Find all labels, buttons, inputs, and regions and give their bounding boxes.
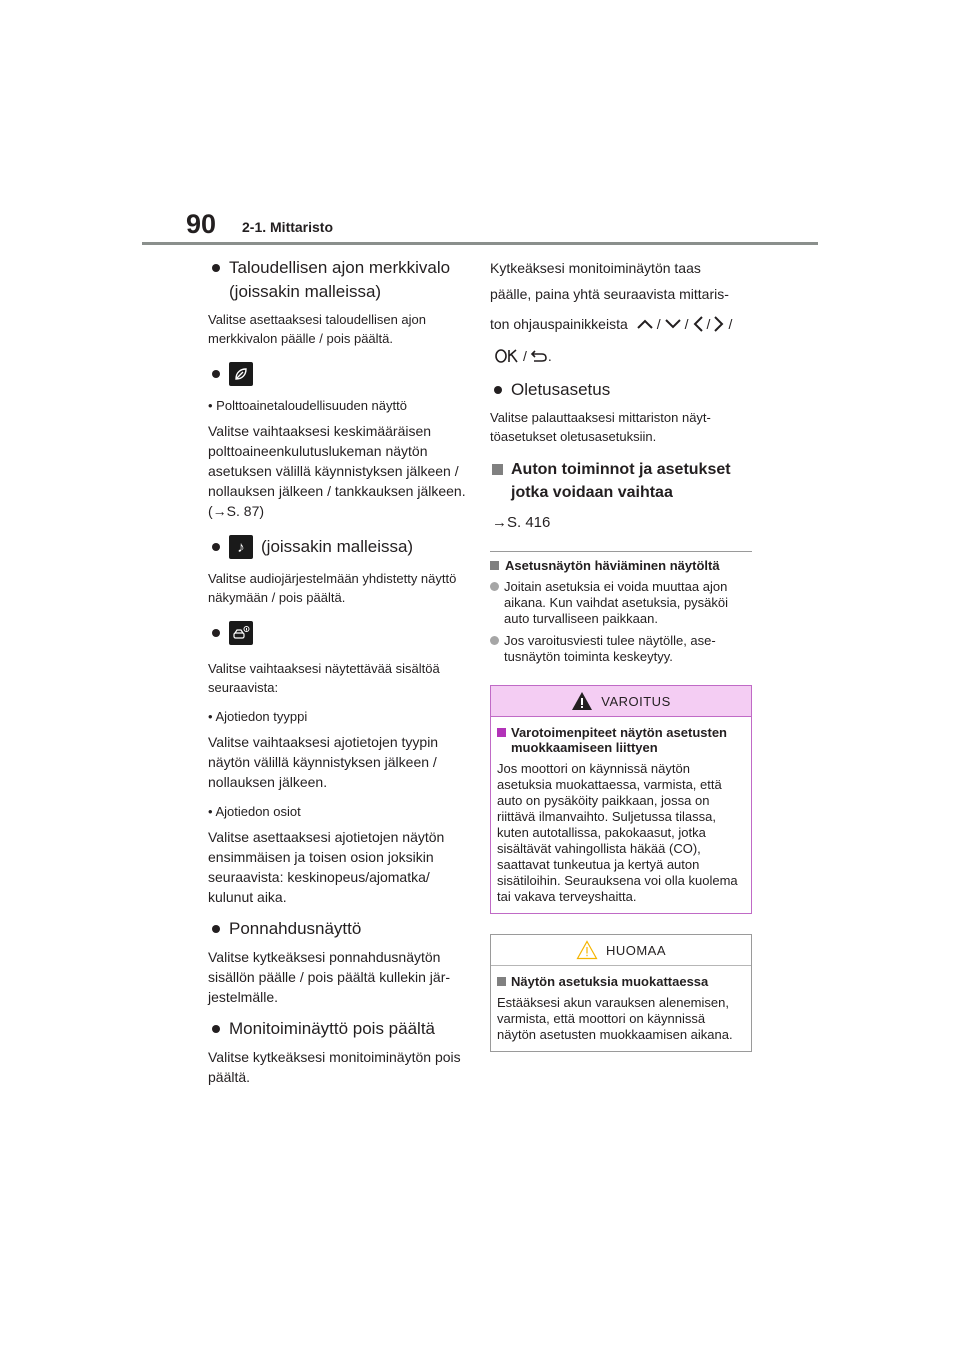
- popup-title: Ponnahdusnäyttö: [229, 919, 362, 938]
- audio-icon-row: [208, 535, 466, 559]
- eco-title: Taloudellisen ajon merkkivalo (joissakin malleissa): [229, 258, 451, 301]
- drive-items-text: Valitse asettaaksesi ajotietojen näytön ensimmäisen ja toisen osion joksikin seuraavista: keskinopeus/ajomatka/ kulunut aika.: [208, 829, 445, 905]
- header-rule: [142, 242, 818, 245]
- note-heading: [490, 558, 752, 573]
- audio-text: Valitse audiojärjestelmään yhdistetty näyttö näkymään / pois päältä.: [208, 571, 457, 605]
- slash: /: [706, 316, 711, 332]
- chevron-right-icon: [713, 315, 725, 333]
- car-info-icon: [229, 621, 253, 645]
- notice-square: [497, 977, 506, 986]
- section-reference: →S. 416: [492, 514, 551, 531]
- ok-icon: [494, 349, 520, 363]
- right-column: [490, 252, 752, 1052]
- eco-heading: [208, 256, 466, 304]
- notice-header: [491, 935, 751, 965]
- warning-body: [491, 716, 751, 913]
- bullet: [212, 629, 220, 637]
- note-item: [490, 579, 752, 627]
- fuel-subheading: • Polttoainetaloudellisuuden näyttö: [208, 398, 407, 413]
- warning-title: Varotoimenpiteet näytön asetusten muokkaamiseen liittyen: [511, 725, 727, 755]
- section-heading: [490, 458, 752, 504]
- warning-triangle-icon: [576, 940, 598, 960]
- note-item-text: Jos varoitusviesti tulee näytölle, asetusnäytön toiminta keskeytyy.: [504, 633, 716, 664]
- music-note-icon: ♪: [229, 535, 253, 559]
- warning-header: [491, 686, 751, 716]
- drive-items-subheading: • Ajotiedon osiot: [208, 804, 301, 819]
- slash: /: [656, 316, 661, 332]
- eco-icon-row: [208, 362, 466, 386]
- bullet: [212, 264, 220, 272]
- default-title: Oletusasetus: [511, 380, 611, 399]
- section-title: Auton toiminnot ja asetukset jotka voidaan vaihtaa: [511, 461, 731, 501]
- warning-box: [490, 685, 752, 914]
- button-list-row: [490, 312, 752, 336]
- note-item-text: Joitain asetuksia ei voida muuttaa ajon aikana. Kun vaihdat asetuksia, pysäköi auto turvalliseen paikkaan.: [504, 579, 729, 626]
- bullet: [212, 1025, 220, 1033]
- bullet: [212, 543, 220, 551]
- popup-heading: [208, 917, 466, 941]
- monitor-on-line-2: päälle, paina yhtä seuraavista mittaris-: [490, 286, 729, 302]
- note-dot: [490, 582, 499, 591]
- drive-type-subheading: • Ajotiedon tyyppi: [208, 709, 308, 724]
- fuel-text: Valitse vaihtaaksesi keskimääräisen polttoaineenkulutuslukeman näytön asetuksen välillä käynnistyksen jälkeen / nollauksen jälkeen / tankkauksen jälkeen. (→S. 87): [208, 423, 466, 519]
- monitor-on-line-1: Kytkeäksesi monitoiminäytön taas: [490, 260, 701, 276]
- monitor-title: Monitoiminäyttö pois päältä: [229, 1019, 436, 1038]
- period: .: [547, 348, 552, 364]
- notice-label: HUOMAA: [605, 942, 667, 958]
- note-square: [490, 561, 499, 570]
- warning-heading: [497, 725, 745, 755]
- section-square: [492, 464, 503, 475]
- popup-text: Valitse kytkeäksesi ponnahdusnäytön sisällön päälle / pois päältä kullekin järjestelmälle.: [208, 949, 451, 1005]
- warning-triangle-icon: [571, 691, 593, 711]
- page-number: 90: [186, 209, 217, 239]
- drive-type-text: Valitse vaihtaaksesi ajotietojen tyypin näytön välillä käynnistyksen jälkeen / nollauksen jälkeen.: [208, 734, 439, 790]
- bullet: [212, 370, 220, 378]
- monitor-on-line-3: ton ohjauspainikkeista: [490, 316, 628, 332]
- note-rule: [490, 551, 752, 552]
- drive-icon-row: [208, 621, 466, 645]
- slash: /: [728, 316, 733, 332]
- warning-square: [497, 728, 506, 737]
- monitor-heading: [208, 1017, 466, 1041]
- note-dot: [490, 636, 499, 645]
- slash: /: [523, 348, 527, 364]
- slash: /: [684, 316, 689, 332]
- notice-text: Estääksesi akun varauksen alenemisen, varmista, että moottori on käynnissä näytön asetusten muokkaamisen aikana.: [497, 995, 733, 1042]
- default-heading: [490, 378, 752, 402]
- drive-text: Valitse vaihtaaksesi näytettävää sisältöä seuraavista:: [208, 661, 440, 695]
- back-icon: [530, 349, 548, 363]
- notice-heading: [497, 974, 745, 989]
- warning-text: Jos moottori on käynnissä näytön asetuksia muokattaessa, varmista, että auto on pysäköity paikkaan, jossa on riittävä ilmanvaihto. Suljetussa tilassa, kuten autotallissa, pakokaasut, jotka sisältävät vahingollista häkää (CO), saattavat tunkeutua ja kertyä auton sisätiloihin. Seurauksena voi olla kuolema tai vakava terveyshaitta.: [497, 761, 738, 904]
- warning-label: VAROITUS: [601, 693, 671, 709]
- default-text: Valitse palauttaaksesi mittariston näyttöasetukset oletusasetuksiin.: [490, 410, 711, 444]
- chevron-left-icon: [692, 315, 704, 333]
- monitor-text: Valitse kytkeäksesi monitoiminäytön pois päältä.: [208, 1049, 461, 1085]
- bullet: [494, 386, 502, 394]
- chevron-down-icon: [664, 318, 682, 330]
- chapter-title: 2-1. Mittaristo: [242, 219, 334, 235]
- notice-box: [490, 934, 752, 1052]
- leaf-icon: [229, 362, 253, 386]
- note-title: Asetusnäytön häviäminen näytöltä: [505, 558, 720, 573]
- notice-title: Näytön asetuksia muokattaessa: [511, 974, 709, 989]
- note-item: [490, 633, 752, 665]
- chevron-up-icon: [636, 318, 654, 330]
- bullet: [212, 925, 220, 933]
- ok-back-row: [494, 348, 752, 364]
- audio-suffix: (joissakin malleissa): [261, 537, 414, 556]
- eco-text: Valitse asettaaksesi taloudellisen ajon merkkivalon päälle / pois päältä.: [208, 312, 427, 346]
- left-column: [208, 252, 466, 1087]
- notice-body: [491, 965, 751, 1051]
